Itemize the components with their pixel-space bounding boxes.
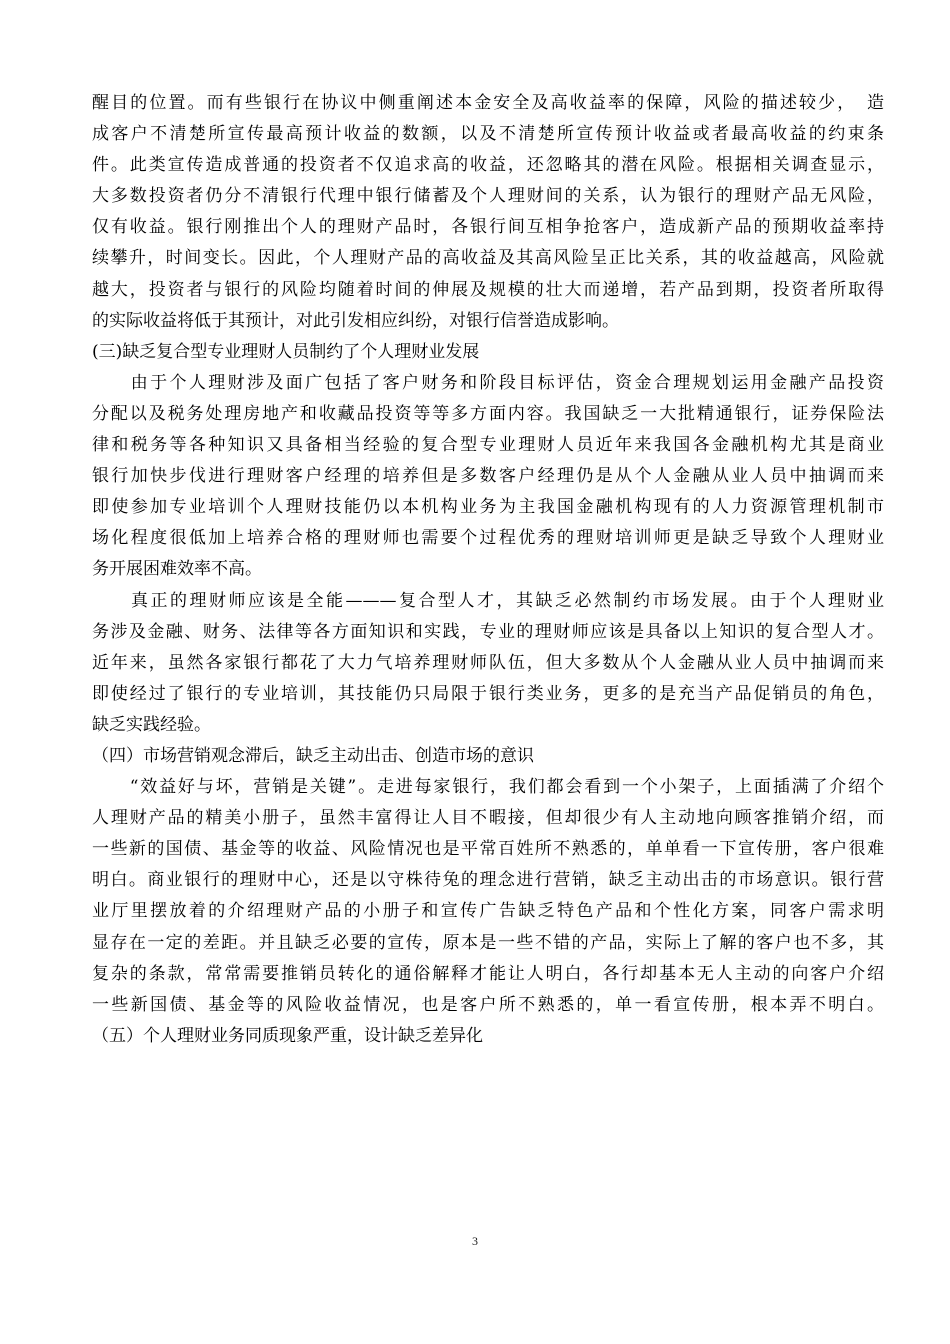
paragraph-line: 成客户不清楚所宣传最高预计收益的数额，以及不清楚所宣传预计收益或者最高收益的约束条 [92, 124, 884, 145]
paragraph-line: 件。此类宣传造成普通的投资者不仅追求高的收益，还忽略其的潜在风险。根据相关调查显示， [92, 155, 884, 176]
paragraph-line: 务涉及金融、财务、法律等各方面知识和实践，专业的理财师应该是具备以上知识的复合型人才。 [92, 621, 884, 642]
section-heading: (三)缺乏复合型专业理财人员制约了个人理财业发展 [92, 341, 480, 362]
document-body [92, 88, 884, 1052]
paragraph-line: 场化程度很低加上培养合格的理财师也需要个过程优秀的理财培训师更是缺乏导致个人理财业 [92, 528, 884, 549]
paragraph-line: 务开展困难效率不高。 [92, 559, 262, 580]
paragraph-line: 明白。商业银行的理财中心，还是以守株待兔的理念进行营销，缺乏主动出击的市场意识。银行营 [92, 870, 884, 891]
page-number: 3 [472, 1234, 478, 1248]
paragraph-line: 一些新国债、基金等的风险收益情况，也是客户所不熟悉的，单一看宣传册，根本弄不明白。 [92, 994, 884, 1015]
paragraph-line: 仅有收益。银行刚推出个人的理财产品时，各银行间互相争抢客户，造成新产品的预期收益率持 [92, 217, 884, 238]
paragraph-line: 分配以及税务处理房地产和收藏品投资等等多方面内容。我国缺乏一大批精通银行，证券保险法 [92, 403, 884, 424]
paragraph-line: “效益好与坏，营销是关键”。走进每家银行，我们都会看到一个小架子，上面插满了介绍个 [92, 777, 884, 798]
paragraph-line: 的实际收益将低于其预计，对此引发相应纠纷，对银行信誉造成影响。 [92, 310, 619, 331]
paragraph-line: 缺乏实践经验。 [92, 714, 211, 735]
paragraph-line: 显存在一定的差距。并且缺乏必要的宣传，原本是一些不错的产品，实际上了解的客户也不多，其 [92, 932, 884, 953]
paragraph-line: 续攀升，时间变长。因此，个人理财产品的高收益及其高风险呈正比关系，其的收益越高，风险就 [92, 248, 884, 269]
paragraph-line: 人理财产品的精美小册子，虽然丰富得让人目不暇接，但却很少有人主动地向顾客推销介绍，而 [92, 808, 884, 829]
paragraph-line: 大多数投资者仍分不清银行代理中银行储蓄及个人理财间的关系，认为银行的理财产品无风险， [92, 186, 884, 207]
section-heading: （四）市场营销观念滞后，缺乏主动出击、创造市场的意识 [92, 745, 534, 766]
paragraph-line: 一些新的国债、基金等的收益、风险情况也是平常百姓所不熟悉的，单单看一下宣传册，客户很难 [92, 839, 884, 860]
paragraph-line: 复杂的条款，常常需要推销员转化的通俗解释才能让人明白，各行却基本无人主动的向客户介绍 [92, 963, 884, 984]
paragraph-line: 真正的理财师应该是全能———复合型人才，其缺乏必然制约市场发展。由于个人理财业 [92, 590, 884, 611]
paragraph-line: 律和税务等各种知识又具备相当经验的复合型专业理财人员近年来我国各金融机构尤其是商业 [92, 435, 884, 456]
section-heading: （五）个人理财业务同质现象严重，设计缺乏差异化 [92, 1025, 483, 1046]
paragraph-line: 即使经过了银行的专业培训，其技能仍只局限于银行类业务，更多的是充当产品促销员的角色， [92, 683, 884, 704]
paragraph-line: 醒目的位置。而有些银行在协议中侧重阐述本金安全及高收益率的保障，风险的描述较少， 造 [92, 93, 884, 113]
paragraph-line: 由于个人理财涉及面广包括了客户财务和阶段目标评估，资金合理规划运用金融产品投资 [92, 372, 884, 393]
paragraph-line: 银行加快步伐进行理财客户经理的培养但是多数客户经理仍是从个人金融从业人员中抽调而来 [92, 466, 884, 487]
paragraph-line: 越大，投资者与银行的风险均随着时间的伸展及规模的壮大而递增，若产品到期，投资者所取得 [92, 279, 884, 300]
paragraph-line: 近年来，虽然各家银行都花了大力气培养理财师队伍，但大多数从个人金融从业人员中抽调而来 [92, 652, 884, 673]
paragraph-line: 业厅里摆放着的介绍理财产品的小册子和宣传广告缺乏特色产品和个性化方案，同客户需求明 [92, 901, 884, 922]
paragraph-line: 即使参加专业培训个人理财技能仍以本机构业务为主我国金融机构现有的人力资源管理机制市 [92, 497, 884, 518]
